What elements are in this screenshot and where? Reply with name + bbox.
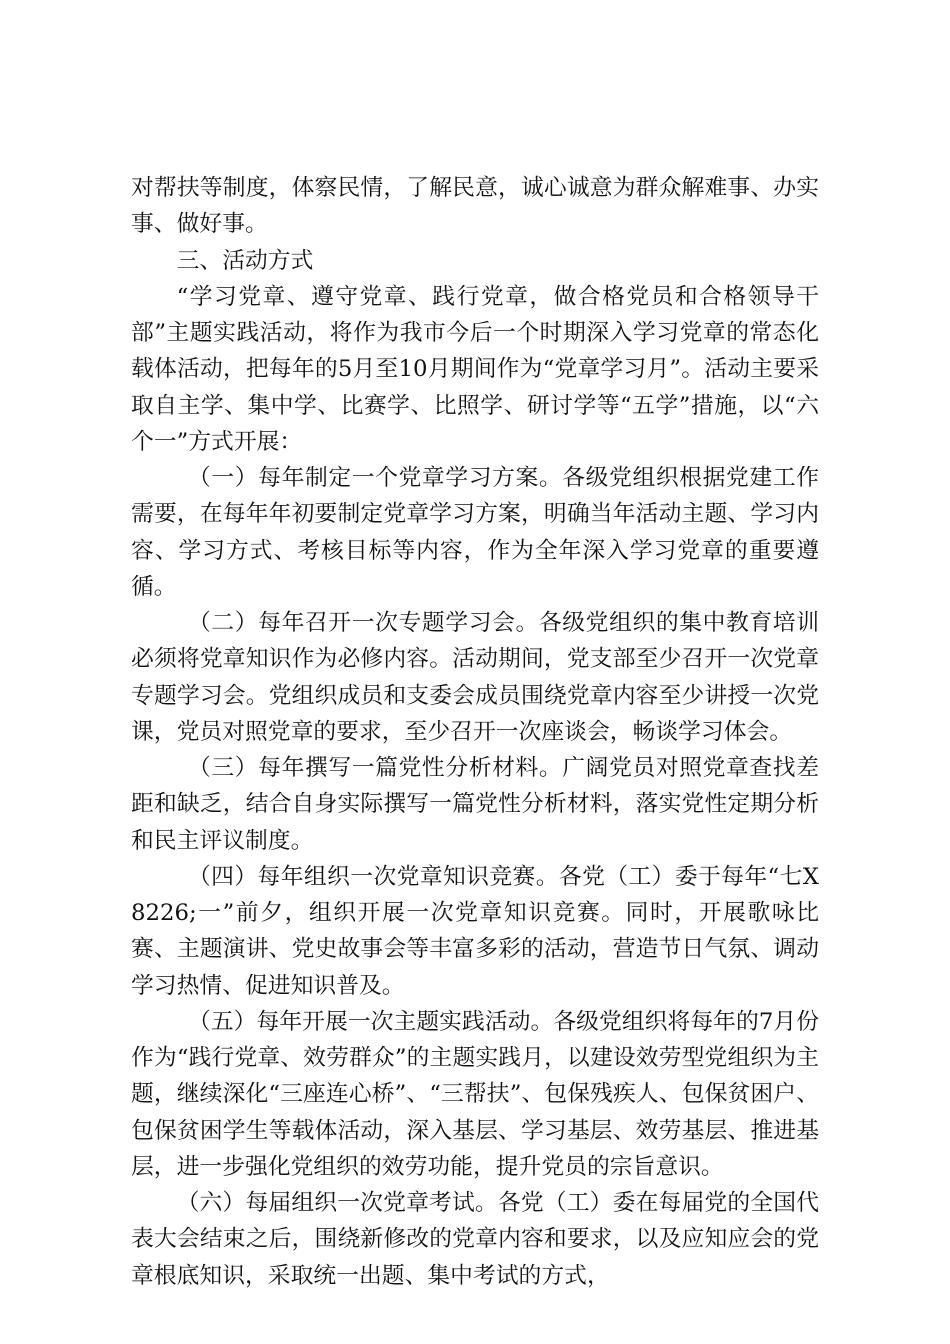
paragraph-activity-intro: “学习党章、遵守党章、践行党章，做合格党员和合格领导干部”主题实践活动，将作为我市今后一个时期深入学习党章的常态化载体活动，把每年的5月至10月期间作为“党章学习月”。活动主要采取自主学、集中学、比赛学、比照学、研讨学等“五学”措施，以“六个一”方式开展： bbox=[131, 283, 819, 455]
paragraph-item-3: （三）每年撰写一篇党性分析材料。广阔党员对照党章查找差距和缺乏，结合自身实际撰写一篇党性分析材料，落实党性定期分析和民主评议制度。 bbox=[131, 755, 819, 854]
paragraph-item-2: （二）每年召开一次专题学习会。各级党组织的集中教育培训必须将党章知识作为必修内容。活动期间，党支部至少召开一次党章专题学习会。党组织成员和支委会成员围绕党章内容至少讲授一次党课，党员对照党章的要求，至少召开一次座谈会，畅谈学习体会。 bbox=[131, 610, 819, 745]
paragraph-item-4: （四）每年组织一次党章知识竞赛。各党（工）委于每年“七X8226;一”前夕，组织开展一次党章知识竞赛。同时，开展歌咏比赛、主题演讲、党史故事会等丰富多彩的活动，营造节日气氛、调动学习热情、促进知识普及。 bbox=[131, 863, 819, 999]
paragraph-item-1: （一）每年制定一个党章学习方案。各级党组织根据党建工作需要，在每年年初要制定党章学习方案，明确当年活动主题、学习内容、学习方式、考核目标等内容，作为全年深入学习党章的重要遵循。 bbox=[131, 465, 819, 600]
section-heading-activity-method: 三、活动方式 bbox=[176, 247, 314, 274]
paragraph-item-5: （五）每年开展一次主题实践活动。各级党组织将每年的7月份作为“践行党章、效劳群众”的主题实践月，以建设效劳型党组织为主题，继续深化“三座连心桥”、“三帮扶”、包保残疾人、包保贫困户、包保贫困学生等载体活动，深入基层、学习基层、效劳基层、推进基层，进一步强化党组织的效劳功能，提升党员的宗旨意识。 bbox=[131, 1008, 819, 1180]
document-body bbox=[131, 170, 819, 1294]
paragraph-continuation: 对帮扶等制度，体察民情，了解民意，诚心诚意为群众解难事、办实事、做好事。 bbox=[131, 175, 819, 238]
paragraph-item-6: （六）每届组织一次党章考试。各党（工）委在每届党的全国代表大会结束之后，围绕新修改的党章内容和要求，以及应知应会的党章根底知识，采取统一出题、集中考试的方式， bbox=[131, 1190, 819, 1289]
